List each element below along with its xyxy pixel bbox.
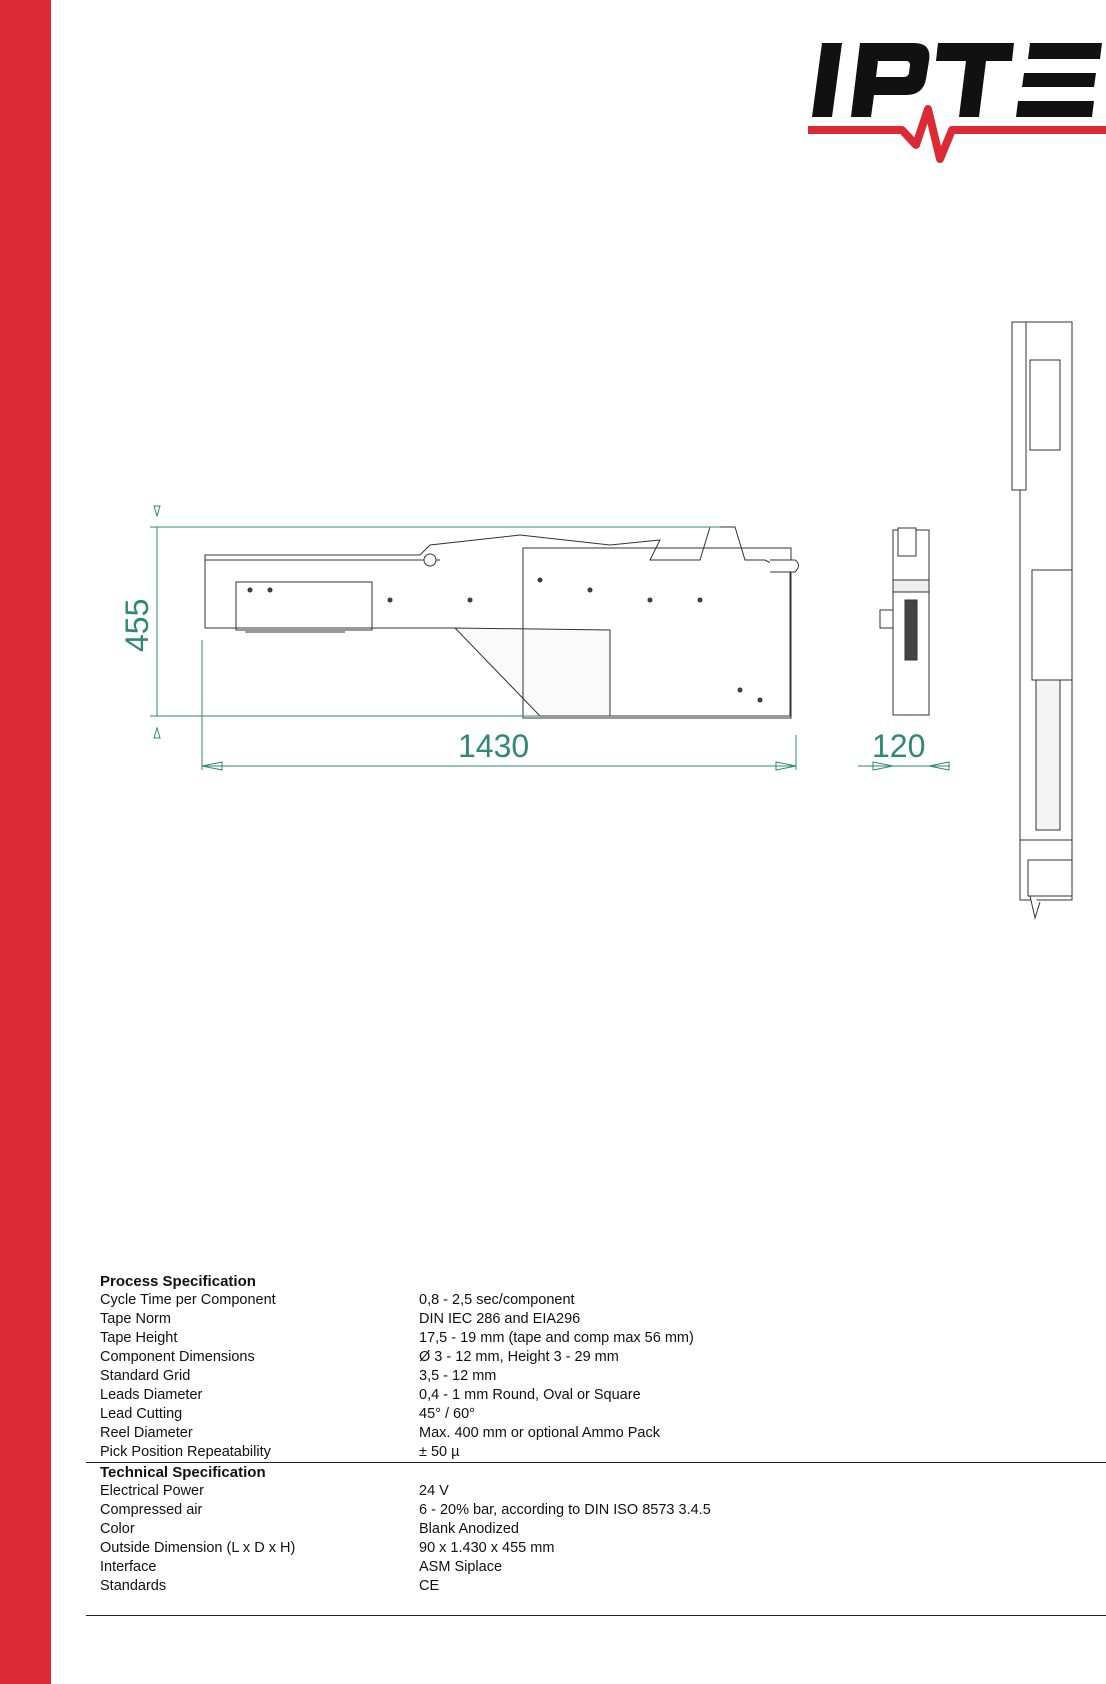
bottom-divider: [86, 1615, 1106, 1616]
spec-value: 90 x 1.430 x 455 mm: [419, 1540, 555, 1556]
spec-row: [86, 1558, 1106, 1577]
specification-table: [86, 1272, 1106, 1596]
spec-row: [86, 1443, 1106, 1462]
top-view: [1012, 322, 1072, 918]
spec-row: [86, 1291, 1106, 1310]
spec-row: [86, 1424, 1106, 1443]
spec-label: Interface: [100, 1559, 157, 1575]
technical-spec-section: [86, 1463, 1106, 1596]
spec-value: DIN IEC 286 and EIA296: [419, 1311, 581, 1327]
spec-value: 0,8 - 2,5 sec/component: [419, 1292, 575, 1308]
spec-label: Compressed air: [100, 1502, 203, 1518]
spec-row: [86, 1329, 1106, 1348]
spec-label: Lead Cutting: [100, 1406, 183, 1422]
spec-label: Standards: [100, 1578, 167, 1594]
spec-value: 6 - 20% bar, according to DIN ISO 8573 3.4.5: [419, 1502, 711, 1518]
spec-value: 3,5 - 12 mm: [419, 1368, 497, 1384]
spec-label: Color: [100, 1521, 135, 1537]
width-dimension-label: 120: [872, 728, 926, 764]
front-view: [880, 528, 929, 715]
spec-row: [86, 1577, 1106, 1596]
process-spec-heading: Process Specification: [100, 1273, 256, 1290]
spec-value: 17,5 - 19 mm (tape and comp max 56 mm): [419, 1330, 694, 1346]
spec-row: [86, 1348, 1106, 1367]
spec-value: ASM Siplace: [419, 1559, 503, 1575]
spec-value: 45° / 60°: [419, 1406, 475, 1422]
spec-row: [86, 1386, 1106, 1405]
height-dimension-label: 455: [119, 598, 155, 652]
spec-label: Leads Diameter: [100, 1387, 203, 1403]
spec-label: Cycle Time per Component: [100, 1292, 276, 1308]
spec-value: 0,4 - 1 mm Round, Oval or Square: [419, 1387, 641, 1403]
spec-value: CE: [419, 1578, 440, 1594]
spec-value: Ø 3 - 12 mm, Height 3 - 29 mm: [419, 1349, 619, 1365]
spec-value: Max. 400 mm or optional Ammo Pack: [419, 1425, 660, 1441]
spec-row: [86, 1539, 1106, 1558]
spec-label: Component Dimensions: [100, 1349, 255, 1365]
spec-row: [86, 1405, 1106, 1424]
spec-row: [86, 1310, 1106, 1329]
technical-spec-heading: Technical Specification: [100, 1464, 266, 1481]
spec-label: Tape Height: [100, 1330, 178, 1346]
process-spec-section: [86, 1272, 1106, 1462]
spec-label: Reel Diameter: [100, 1425, 193, 1441]
spec-value: 24 V: [419, 1483, 449, 1499]
spec-label: Tape Norm: [100, 1311, 171, 1327]
spec-row: [86, 1367, 1106, 1386]
length-dimension-label: 1430: [458, 728, 530, 764]
spec-label: Standard Grid: [100, 1368, 191, 1384]
spec-value: Blank Anodized: [419, 1521, 519, 1537]
spec-row: [86, 1520, 1106, 1539]
spec-label: Outside Dimension (L x D x H): [100, 1540, 296, 1556]
side-view: [205, 527, 799, 718]
spec-label: Pick Position Repeatability: [100, 1444, 271, 1460]
spec-value: ± 50 µ: [419, 1444, 460, 1460]
spec-label: Electrical Power: [100, 1483, 204, 1499]
spec-row: [86, 1482, 1106, 1501]
spec-row: [86, 1501, 1106, 1520]
